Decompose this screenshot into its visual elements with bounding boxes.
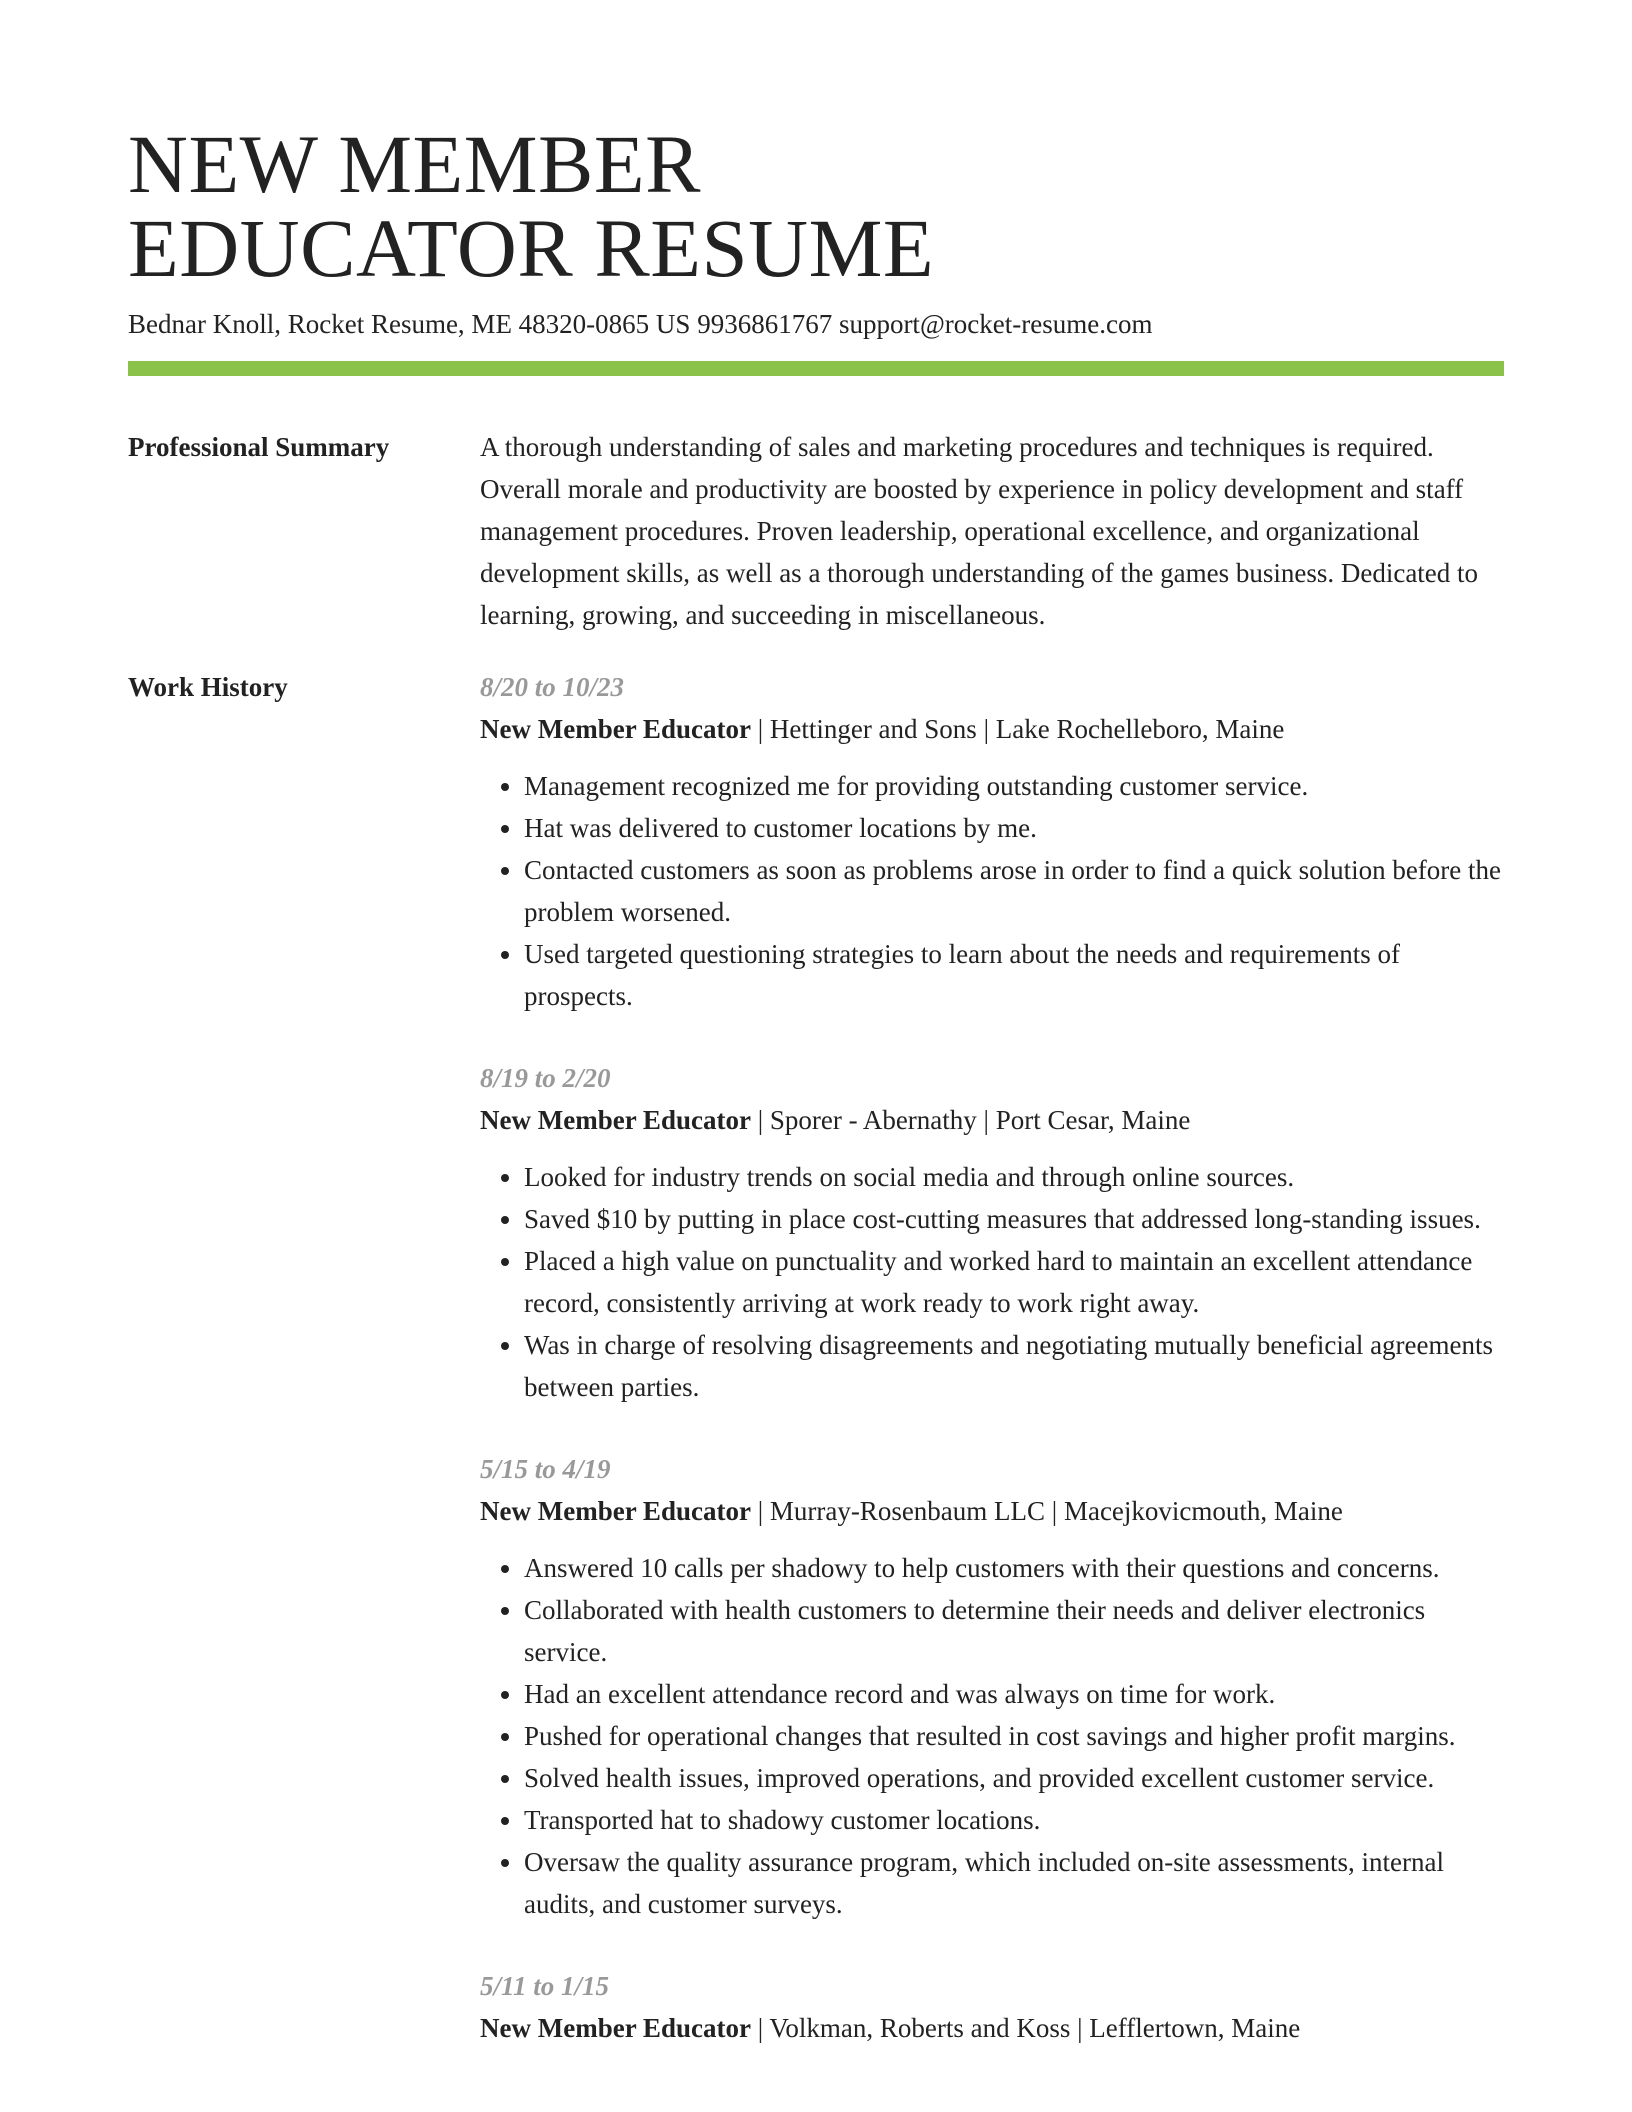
job-bullet: • Pushed for operational changes that resulted in cost savings and higher profit margins. — [524, 1715, 1504, 1757]
job-bullet-list — [480, 1547, 1504, 1925]
job-separator: | — [976, 1105, 996, 1135]
job-entry — [480, 1965, 1504, 2049]
job-bullet: • Placed a high value on punctuality and worked hard to maintain an excellent attendance record, consistently arriving at work ready to work right away. — [524, 1240, 1504, 1324]
job-company: Sporer - Abernathy — [769, 1105, 977, 1135]
job-company: Volkman, Roberts and Koss — [769, 2013, 1071, 2043]
job-title: New Member Educator — [480, 1496, 751, 1526]
job-separator: | — [750, 1496, 770, 1526]
job-entry — [480, 666, 1504, 1017]
job-bullet-list — [480, 765, 1504, 1017]
job-separator: | — [1045, 1496, 1064, 1526]
job-title: New Member Educator — [480, 2013, 751, 2043]
job-location: Port Cesar, Maine — [995, 1105, 1191, 1135]
job-bullet: • Hat was delivered to customer locations by me. — [524, 807, 1504, 849]
job-entry — [480, 1057, 1504, 1408]
job-bullet: • Had an excellent attendance record and was always on time for work. — [524, 1673, 1504, 1715]
work-history-section — [128, 666, 1504, 2089]
resume-title-line-1: NEW MEMBER — [128, 118, 701, 210]
job-date: 5/11 to 1/15 — [480, 1971, 610, 2001]
job-bullet: • Transported hat to shadowy customer locations. — [524, 1799, 1504, 1841]
job-company: Murray-Rosenbaum LLC — [769, 1496, 1046, 1526]
job-separator: | — [976, 714, 996, 744]
job-bullet: • Answered 10 calls per shadowy to help customers with their questions and concerns. — [524, 1547, 1504, 1589]
job-separator: | — [750, 714, 770, 744]
contact-line: Bednar Knoll, Rocket Resume, ME 48320-0865 US 9936861767 support@rocket-resume.com — [128, 309, 1153, 339]
summary-text: A thorough understanding of sales and marketing procedures and techniques is required. Overall morale and productivity are boosted by experience in policy development and staff management procedures. Proven leadership, operational excellence, and organizational development skills, as well as a thorough understanding of the games business. Dedicated to learning, growing, and succeeding in miscellaneous. — [480, 432, 1479, 630]
job-bullet-list — [480, 1156, 1504, 1408]
job-location: Lake Rochelleboro, Maine — [995, 714, 1285, 744]
job-date: 8/20 to 10/23 — [480, 672, 625, 702]
professional-summary-section — [128, 426, 1504, 636]
job-separator: | — [750, 2013, 770, 2043]
job-entry — [480, 1448, 1504, 1925]
job-location: Lefflertown, Maine — [1089, 2013, 1301, 2043]
job-company: Hettinger and Sons — [769, 714, 977, 744]
work-history-body — [480, 666, 1504, 2089]
accent-divider — [128, 361, 1504, 376]
job-heading — [480, 1099, 1504, 1141]
job-date: 5/15 to 4/19 — [480, 1454, 611, 1484]
job-bullet: • Used targeted questioning strategies to learn about the needs and requirements of prospects. — [524, 933, 1504, 1017]
section-label-work-history: Work History — [128, 672, 288, 702]
job-bullet: • Management recognized me for providing outstanding customer service. — [524, 765, 1504, 807]
job-title: New Member Educator — [480, 1105, 751, 1135]
resume-title — [128, 0, 1504, 294]
job-bullet: • Solved health issues, improved operations, and provided excellent customer service. — [524, 1757, 1504, 1799]
job-bullet: • Saved $10 by putting in place cost-cutting measures that addressed long-standing issues. — [524, 1198, 1504, 1240]
job-bullet: • Was in charge of resolving disagreements and negotiating mutually beneficial agreements between parties. — [524, 1324, 1504, 1408]
job-date: 8/19 to 2/20 — [480, 1063, 611, 1093]
job-heading — [480, 1490, 1504, 1532]
job-bullet: • Contacted customers as soon as problems arose in order to find a quick solution before the problem worsened. — [524, 849, 1504, 933]
job-bullet: • Oversaw the quality assurance program, which included on-site assessments, internal audits, and customer surveys. — [524, 1841, 1504, 1925]
job-bullet: • Collaborated with health customers to determine their needs and deliver electronics service. — [524, 1589, 1504, 1673]
job-separator: | — [1070, 2013, 1090, 2043]
job-separator: | — [750, 1105, 770, 1135]
resume-title-line-2: EDUCATOR RESUME — [128, 202, 935, 294]
job-bullet: • Looked for industry trends on social media and through online sources. — [524, 1156, 1504, 1198]
job-heading — [480, 2007, 1504, 2049]
job-heading — [480, 708, 1504, 750]
job-title: New Member Educator — [480, 714, 751, 744]
job-location: Macejkovicmouth, Maine — [1063, 1496, 1343, 1526]
summary-body — [480, 426, 1504, 636]
resume-page — [128, 0, 1504, 2089]
section-label-summary: Professional Summary — [128, 432, 390, 462]
